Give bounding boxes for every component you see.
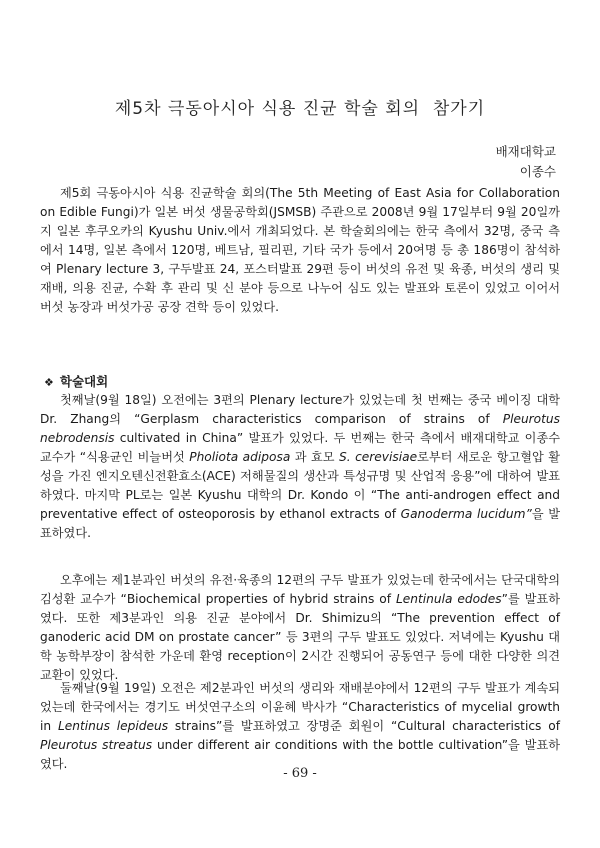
text-run: strains”를 발표하였고 장명준 회원이 “Cultural characteristics of bbox=[168, 719, 560, 733]
text-run: 과 효모 bbox=[290, 450, 340, 464]
text-run: cultivated in China” 발표가 있었다. 두 번째는 한국 측에서 배재대학교 이종수 교수가 “식용균인 비늘버섯 bbox=[40, 431, 560, 464]
conference-day1-morning-paragraph bbox=[40, 391, 560, 543]
species-name: Lentinula edodes bbox=[395, 592, 502, 606]
conference-day1-afternoon-paragraph bbox=[40, 571, 560, 685]
species-name: Pholiota adiposa bbox=[189, 450, 291, 464]
text-run: 첫째날(9월 18일) 오전에는 3편의 Plenary lecture가 있었는데 첫 번째는 중국 베이징 대학 Dr. Zhang의 “Gerplasm characteristics comparison of strains of bbox=[40, 393, 560, 426]
text-run: 을 발표하였다. bbox=[40, 507, 561, 540]
species-name: Lentinus lepideus bbox=[57, 719, 169, 733]
species-name: Pleurotus streatus bbox=[40, 738, 153, 752]
species-name: Ganoderma lucidum” bbox=[400, 507, 532, 521]
text-run: 둘째날(9월 19일) 오전은 제2분과인 버섯의 생리와 재배분야에서 12편의 구두 발표가 계속되었는데 한국에서는 경기도 버섯연구소의 이윤혜 박사가 “Characteristics of mycelial growth in bbox=[40, 681, 560, 733]
text-run: under different air conditions with the bottle cultivation”을 발표하였다. bbox=[40, 738, 560, 771]
author-name: 이종수 bbox=[519, 164, 556, 179]
intro-paragraph: 제5회 극동아시아 식용 진균학술 회의(The 5th Meeting of East Asia for Collaboration on Edible Fungi)가 일본 버섯 생물공학회(JSMSB) 주관으로 2008년 9월 17일부터 9월 20일까지 일본 후쿠오카의 Kyushu Univ.에서 개최되었다. 본 학술회의에는 한국 측에서 32명, 중국 측에서 14명, 일본 측에서 120명, 베트남, 필리핀, 기타 국가 등에서 20여명 등 총 186명이 참석하여 Plenary lecture 3, 구두발표 24, 포스터발표 29편 등이 버섯의 유전 및 육종, 버섯의 생리 및 재배, 의용 진균, 수확 후 관리 및 신 분야 등으로 나누어 심도 있는 발표와 토론이 있었고 이어서 버섯 농장과 버섯가공 공장 견학 등이 있었다. bbox=[40, 186, 560, 314]
text-run: 오후에는 제1분과인 버섯의 유전·육종의 12편의 구두 발표가 있었는데 한국에서는 단국대학의 김성환 교수가 “Biochemical properties of hybrid strains of bbox=[40, 573, 560, 606]
text-run: ”를 발표하였다. 또한 제3분과인 의용 진균 분야에서 Dr. Shimizu의 “The prevention effect of ganoderic acid DM on prostate cancer” 등 3편의 구두 발표도 있었다. 저녁에는 Kyushu 대학 농학부장이 참석한 가운데 환영 reception이 2시간 진행되어 공동연구 등에 대한 다양한 의견교환이 있었다. bbox=[40, 592, 560, 682]
species-name: S. cerevisiae bbox=[339, 450, 418, 464]
text-run: 로부터 새로운 항고혈압 활성을 가진 엔지오텐신전환효소(ACE) 저해물질의 생산과 특성규명 및 산업적 응용”에 대하여 발표 하였다. 마지막 PL로는 일본 Kyushu 대학의 Dr. Kondo 이 “The anti-androgen effect and preventative effect of osteoporosis by ethanol extracts of bbox=[40, 450, 560, 521]
page-number: - 69 - bbox=[283, 766, 317, 781]
author-affiliation: 배재대학교 bbox=[495, 144, 556, 159]
section-heading bbox=[44, 372, 108, 390]
conference-day2-paragraph bbox=[40, 679, 560, 774]
section-heading-label: 학술대회 bbox=[59, 374, 109, 389]
species-name: Pleurotus nebrodensis bbox=[40, 412, 560, 445]
diamond-bullet-icon: ❖ bbox=[44, 376, 54, 389]
page-title: 제5차 극동아시아 식용 진균 학술 회의 참가기 bbox=[114, 99, 486, 119]
